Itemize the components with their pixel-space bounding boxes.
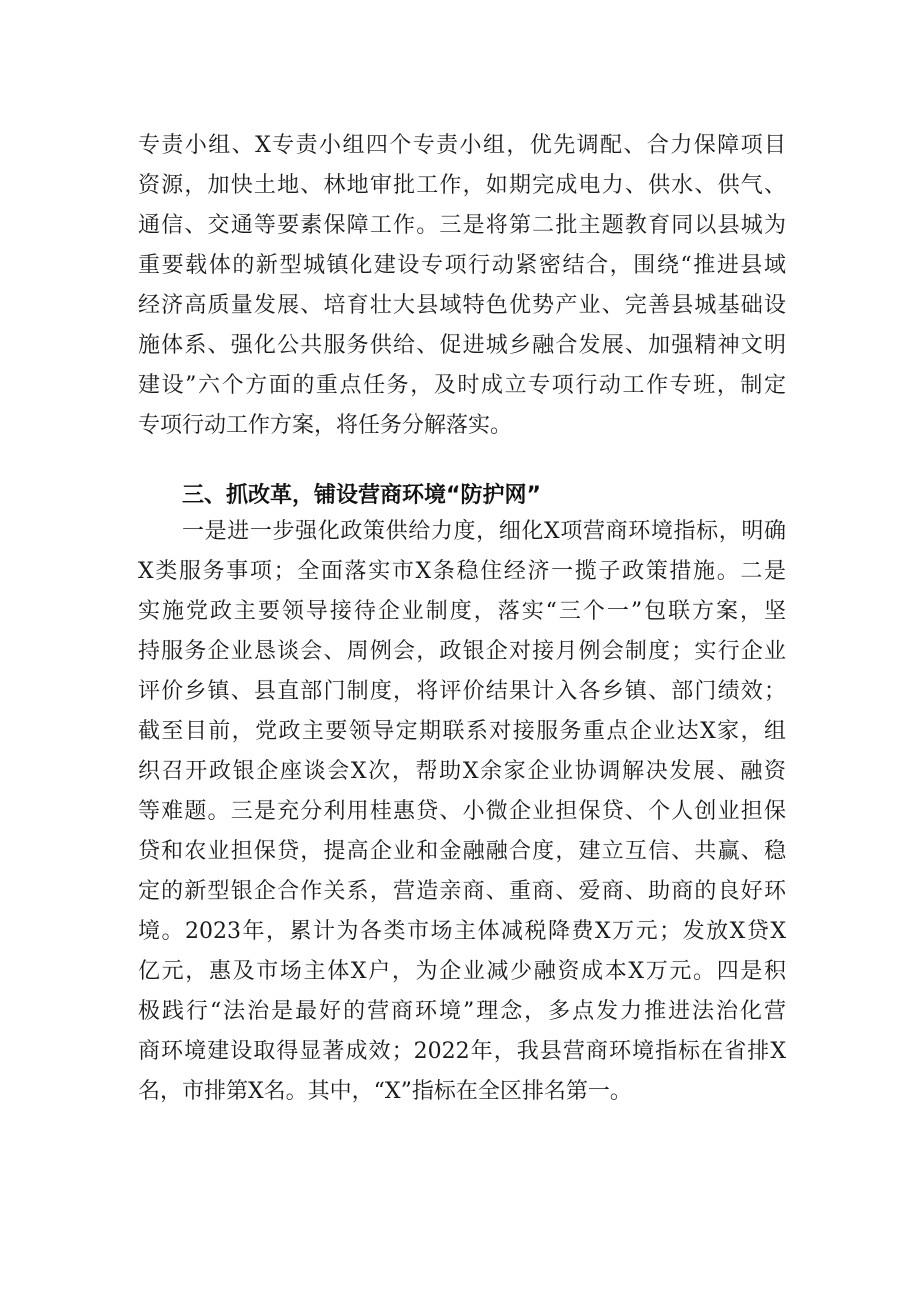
text-line: 等难题。三是充分利用桂惠贷、小微企业担保贷、个人创业担保 [138,799,786,824]
text-line: 施体系、强化公共服务供给、促进城乡融合发展、加强精神文明 [138,333,786,358]
text-line: X类服务事项；全面落实市X条稳住经济一揽子政策措施。二是 [138,559,786,584]
text-line: 建设”六个方面的重点任务，及时成立专项行动工作专班，制定 [138,373,786,398]
text-line: 经济高质量发展、培育壮大县域特色优势产业、完善县城基础设 [138,293,786,318]
text-line: 持服务企业恳谈会、周例会，政银企对接月例会制度；实行企业 [138,639,786,664]
text-line: 一是进一步强化政策供给力度，细化X项营商环境指标，明确 [182,519,786,544]
text-line: 贷和农业担保贷，提高企业和金融融合度，建立互信、共赢、稳 [138,839,786,864]
text-line: 实施党政主要领导接待企业制度，落实“三个一”包联方案，坚 [138,599,786,624]
text-line: 商环境建设取得显著成效；2022年，我县营商环境指标在省排X [138,1039,786,1064]
text-line: 专责小组、X专责小组四个专责小组，优先调配、合力保障项目 [138,133,786,158]
text-line: 极践行“法治是最好的营商环境”理念，多点发力推进法治化营 [138,999,786,1024]
text-line: 定的新型银企合作关系，营造亲商、重商、爱商、助商的良好环 [138,879,786,904]
text-line: 评价乡镇、县直部门制度，将评价结果计入各乡镇、部门绩效； [138,679,786,704]
section-heading: 三、抓改革，铺设营商环境“防护网” [182,483,541,508]
text-line: 通信、交通等要素保障工作。三是将第二批主题教育同以县城为 [138,213,786,238]
text-line: 名，市排第X名。其中，“X”指标在全区排名第一。 [138,1079,632,1104]
text-line: 亿元，惠及市场主体X户，为企业减少融资成本X万元。四是积 [138,959,786,984]
text-line: 境。2023年，累计为各类市场主体减税降费X万元；发放X贷X [138,919,786,944]
text-line: 重要载体的新型城镇化建设专项行动紧密结合，围绕“推进县域 [138,253,786,278]
text-line: 织召开政银企座谈会X次，帮助X余家企业协调解决发展、融资 [138,759,786,784]
text-line: 专项行动工作方案，将任务分解落实。 [138,413,513,438]
text-line: 截至目前，党政主要领导定期联系对接服务重点企业达X家，组 [138,719,786,744]
text-line: 资源，加快土地、林地审批工作，如期完成电力、供水、供气、 [138,173,786,198]
